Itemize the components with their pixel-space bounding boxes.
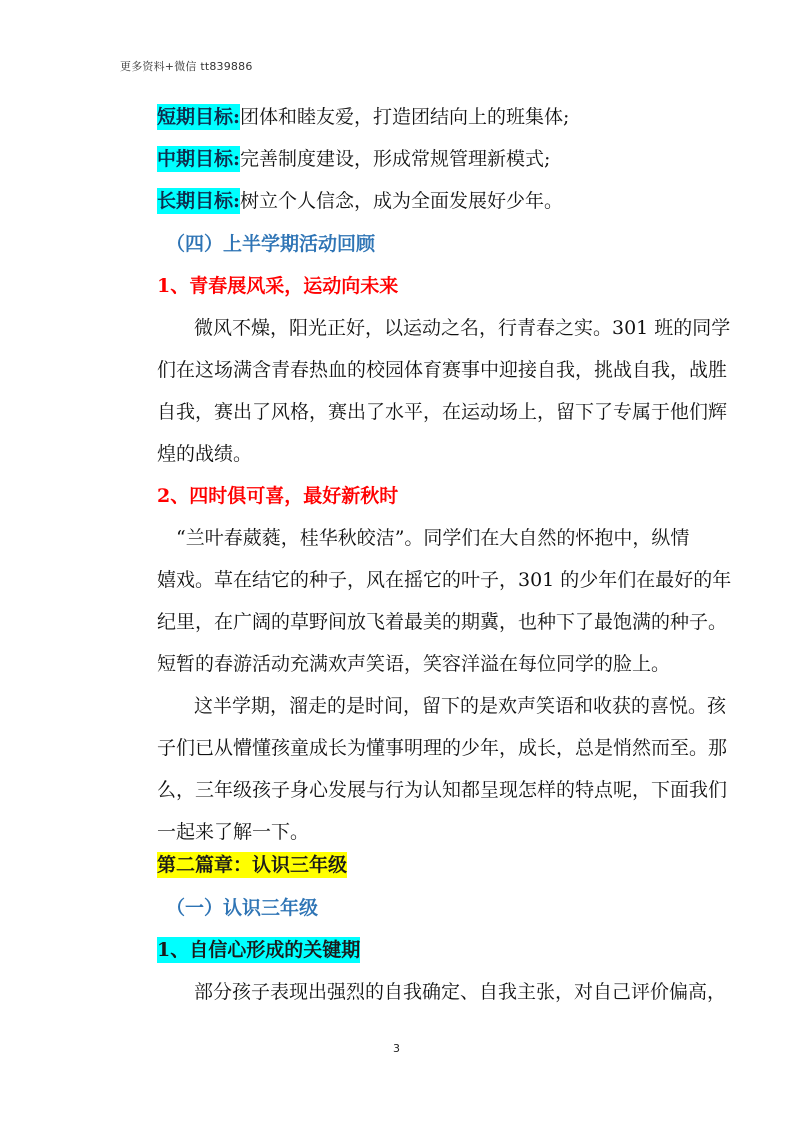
chapter-heading bbox=[157, 852, 677, 878]
paragraph-line: 纪里，在广阔的草野间放飞着最美的期冀，也种下了最饱满的种子。 bbox=[157, 611, 728, 633]
goal-mid-term bbox=[157, 146, 677, 172]
page-number: 3 bbox=[393, 1042, 400, 1055]
goal-short-term bbox=[157, 104, 677, 130]
item-heading: 2、四时俱可喜，最好新秋时 bbox=[157, 485, 399, 507]
goal-label: 短期目标: bbox=[157, 106, 241, 128]
goal-text: 完善制度建设，形成常规管理新模式; bbox=[240, 148, 551, 170]
paragraph-line: 短暂的春游活动充满欢声笑语，笑容洋溢在每位同学的脸上。 bbox=[157, 653, 671, 675]
paragraph-line: 自我，赛出了风格，赛出了水平，在运动场上，留下了专属于他们辉 bbox=[157, 401, 728, 423]
item-heading: 1、青春展风采，运动向未来 bbox=[157, 275, 399, 297]
paragraph-line: “兰叶春葳蕤，桂华秋皎洁”。同学们在大自然的怀抱中，纵情 bbox=[176, 527, 690, 549]
goal-label: 中期目标: bbox=[157, 148, 241, 170]
item-heading-highlight bbox=[157, 937, 677, 963]
paragraph-line: 这半学期，溜走的是时间，留下的是欢声笑语和收获的喜悦。孩 bbox=[194, 695, 727, 717]
paragraph-line: 微风不燥，阳光正好，以运动之名，行青春之实。301 班的同学 bbox=[194, 317, 731, 339]
paragraph-line: 煌的战绩。 bbox=[157, 443, 253, 465]
paragraph-line: 一起来了解一下。 bbox=[157, 821, 310, 843]
paragraph-line: 们在这场满含青春热血的校园体育赛事中迎接自我，挑战自我，战胜 bbox=[157, 359, 728, 381]
chapter-title: 第二篇章：认识三年级 bbox=[157, 854, 348, 876]
paragraph-line: 嬉戏。草在结它的种子，风在摇它的叶子，301 的少年们在最好的年 bbox=[157, 569, 732, 591]
paragraph-line: 子们已从懵懂孩童成长为懂事明理的少年，成长，总是悄然而至。那 bbox=[157, 737, 728, 759]
page-header: 更多资料+微信 tt839886 bbox=[120, 60, 253, 73]
paragraph-line: 部分孩子表现出强烈的自我确定、自我主张，对自己评价偏高， bbox=[194, 981, 727, 1003]
item-title: 1、自信心形成的关键期 bbox=[157, 939, 361, 961]
goal-text: 树立个人信念，成为全面发展好少年。 bbox=[240, 190, 564, 212]
goal-long-term bbox=[157, 188, 677, 214]
subsection-heading: （一）认识三年级 bbox=[166, 897, 319, 919]
goal-text: 团体和睦友爱，打造团结向上的班集体; bbox=[240, 106, 570, 128]
goal-label: 长期目标: bbox=[157, 190, 241, 212]
section-heading: （四）上半学期活动回顾 bbox=[166, 233, 376, 255]
paragraph-line: 么，三年级孩子身心发展与行为认知都呈现怎样的特点呢，下面我们 bbox=[157, 779, 728, 801]
